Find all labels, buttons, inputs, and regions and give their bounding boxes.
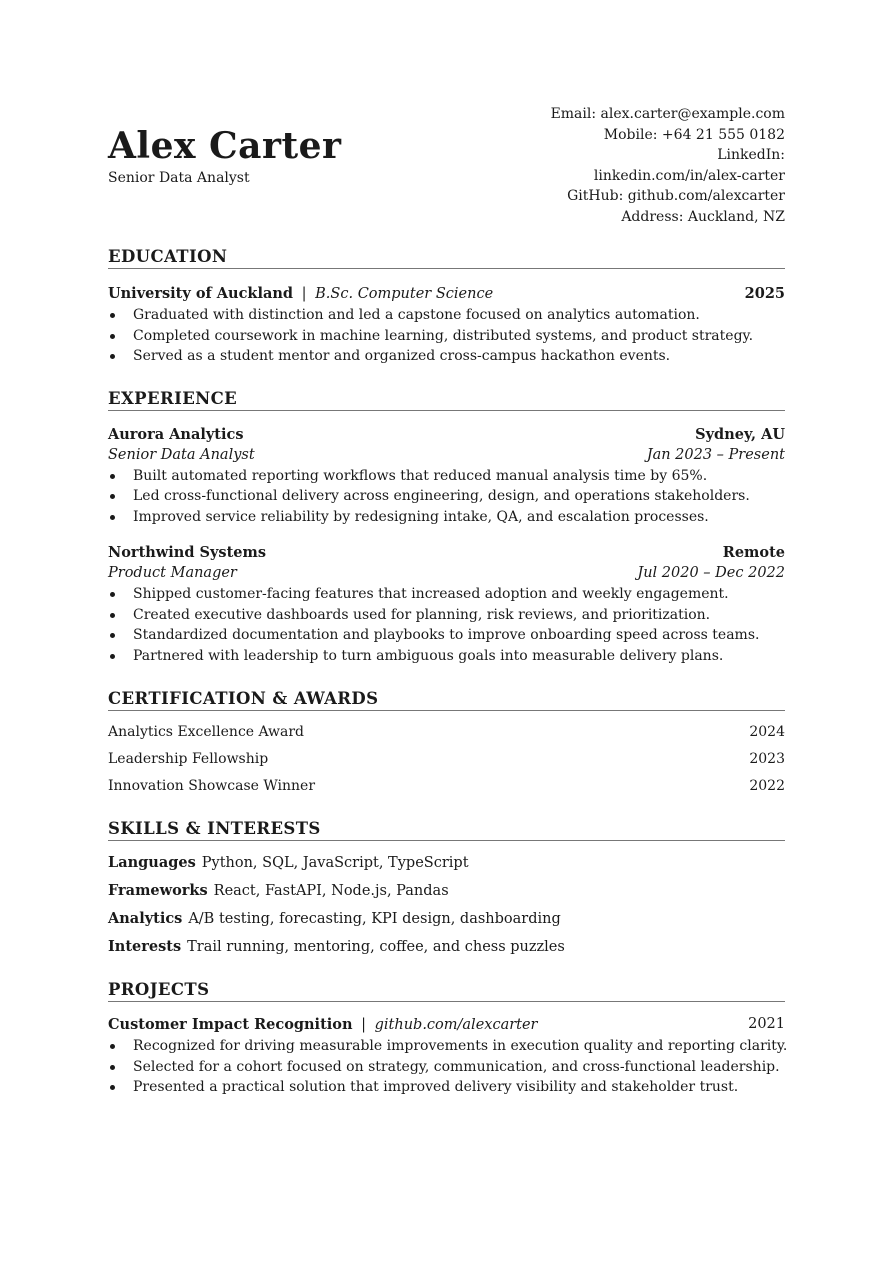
skill-key: Frameworks bbox=[108, 882, 208, 899]
contact-linkedin-label: LinkedIn: bbox=[717, 147, 785, 163]
job-entry-aurora bbox=[108, 424, 785, 528]
bullet-icon bbox=[110, 654, 115, 659]
award-row bbox=[108, 719, 785, 746]
skill-value: A/B testing, forecasting, KPI design, dashboarding bbox=[188, 911, 561, 927]
job-role: Product Manager bbox=[108, 565, 237, 581]
skill-value: Trail running, mentoring, coffee, and chess puzzles bbox=[187, 939, 565, 955]
skill-row bbox=[108, 877, 785, 905]
degree: B.Sc. Computer Science bbox=[315, 286, 494, 302]
bullet-icon bbox=[110, 474, 115, 479]
contact-github[interactable]: GitHub: github.com/alexcarter bbox=[567, 188, 785, 204]
education-bullets bbox=[108, 305, 785, 367]
section-heading-projects: PROJECTS bbox=[108, 980, 785, 1002]
school-name: University of Auckland bbox=[108, 285, 294, 302]
contact-email[interactable]: Email: alex.carter@example.com bbox=[550, 106, 785, 122]
school-separator: | bbox=[301, 286, 307, 302]
award-year: 2023 bbox=[749, 751, 785, 767]
section-heading-awards: CERTIFICATION & AWARDS bbox=[108, 689, 785, 711]
awards-section bbox=[108, 689, 785, 800]
skill-key: Analytics bbox=[108, 910, 183, 927]
list-item: Graduated with distinction and led a capstone focused on analytics automation. bbox=[108, 305, 785, 326]
job-location: Remote bbox=[722, 544, 785, 561]
job-dates: Jul 2020 – Dec 2022 bbox=[637, 565, 785, 581]
list-item: Partnered with leadership to turn ambiguous goals into measurable delivery plans. bbox=[108, 646, 785, 667]
section-heading-experience: EXPERIENCE bbox=[108, 389, 785, 411]
job-role: Senior Data Analyst bbox=[108, 446, 255, 463]
skill-key: Languages bbox=[108, 854, 196, 871]
award-year: 2024 bbox=[749, 724, 785, 740]
education-entry bbox=[108, 283, 785, 305]
skill-value: React, FastAPI, Node.js, Pandas bbox=[213, 883, 449, 899]
award-name: Innovation Showcase Winner bbox=[108, 778, 316, 794]
projects-section bbox=[108, 980, 788, 1098]
contact-block bbox=[551, 104, 785, 227]
list-item: Recognized for driving measurable improvements in execution quality and reporting clarity. bbox=[108, 1036, 785, 1057]
job-dates: Jan 2023 – Present bbox=[646, 446, 785, 463]
skill-row bbox=[108, 849, 785, 877]
bullet-icon bbox=[110, 633, 115, 638]
list-item: Presented a practical solution that improved delivery visibility and stakeholder trust. bbox=[108, 1077, 785, 1098]
candidate-name: Alex Carter bbox=[108, 125, 342, 167]
bullet-icon bbox=[110, 592, 115, 597]
list-item: Led cross-functional delivery across engineering, design, and operations stakeholders. bbox=[108, 486, 785, 507]
skills-section bbox=[108, 819, 785, 961]
company-name: Northwind Systems bbox=[108, 544, 267, 561]
company-name: Aurora Analytics bbox=[108, 425, 244, 443]
bullet-icon bbox=[110, 494, 115, 499]
project-bullets bbox=[108, 1036, 788, 1098]
project-separator: | bbox=[361, 1017, 366, 1033]
bullet-icon bbox=[110, 1044, 115, 1049]
education-year: 2025 bbox=[744, 285, 785, 302]
bullet-icon bbox=[110, 313, 115, 318]
section-heading-education: EDUCATION bbox=[108, 247, 785, 269]
project-year: 2021 bbox=[748, 1016, 785, 1032]
job-entry-northwind bbox=[108, 542, 785, 666]
bullet-icon bbox=[110, 1065, 115, 1070]
list-item: Standardized documentation and playbooks to improve onboarding speed across teams. bbox=[108, 625, 785, 646]
contact-mobile: Mobile: +64 21 555 0182 bbox=[603, 126, 785, 143]
list-item: Improved service reliability by redesigning intake, QA, and escalation processes. bbox=[108, 507, 785, 528]
contact-address: Address: Auckland, NZ bbox=[621, 208, 785, 225]
skills-list bbox=[108, 849, 785, 961]
section-heading-skills: SKILLS & INTERESTS bbox=[108, 819, 785, 841]
bullet-icon bbox=[110, 515, 115, 520]
project-name: Customer Impact Recognition bbox=[108, 1016, 353, 1033]
awards-list bbox=[108, 719, 785, 800]
resume-header bbox=[108, 100, 785, 230]
award-year: 2022 bbox=[749, 778, 785, 794]
job-location: Sydney, AU bbox=[695, 425, 785, 443]
skill-row bbox=[108, 905, 785, 933]
experience-section bbox=[108, 389, 785, 667]
award-name: Analytics Excellence Award bbox=[108, 724, 304, 740]
education-section bbox=[108, 247, 785, 367]
bullet-icon bbox=[110, 354, 115, 359]
list-item: Shipped customer-facing features that increased adoption and weekly engagement. bbox=[108, 584, 785, 605]
resume-page bbox=[108, 100, 788, 1098]
award-row bbox=[108, 773, 785, 800]
bullet-icon bbox=[110, 1085, 115, 1090]
skill-key: Interests bbox=[108, 938, 182, 955]
bullet-icon bbox=[110, 334, 115, 339]
candidate-title: Senior Data Analyst bbox=[108, 170, 250, 186]
bullet-icon bbox=[110, 613, 115, 618]
skill-value: Python, SQL, JavaScript, TypeScript bbox=[201, 855, 469, 871]
list-item: Built automated reporting workflows that reduced manual analysis time by 65%. bbox=[108, 466, 785, 487]
project-link[interactable]: github.com/alexcarter bbox=[374, 1017, 538, 1033]
skill-row bbox=[108, 933, 785, 961]
list-item: Served as a student mentor and organized cross-campus hackathon events. bbox=[108, 346, 785, 367]
project-entry bbox=[108, 1014, 785, 1036]
contact-linkedin-link[interactable]: linkedin.com/in/alex-carter bbox=[593, 167, 785, 184]
award-name: Leadership Fellowship bbox=[108, 751, 269, 767]
job-bullets bbox=[108, 584, 785, 666]
list-item: Created executive dashboards used for planning, risk reviews, and prioritization. bbox=[108, 605, 785, 626]
list-item: Selected for a cohort focused on strategy, communication, and cross-functional leadership. bbox=[108, 1057, 785, 1078]
job-bullets bbox=[108, 466, 785, 528]
list-item: Completed coursework in machine learning, distributed systems, and product strategy. bbox=[108, 326, 785, 347]
award-row bbox=[108, 746, 785, 773]
